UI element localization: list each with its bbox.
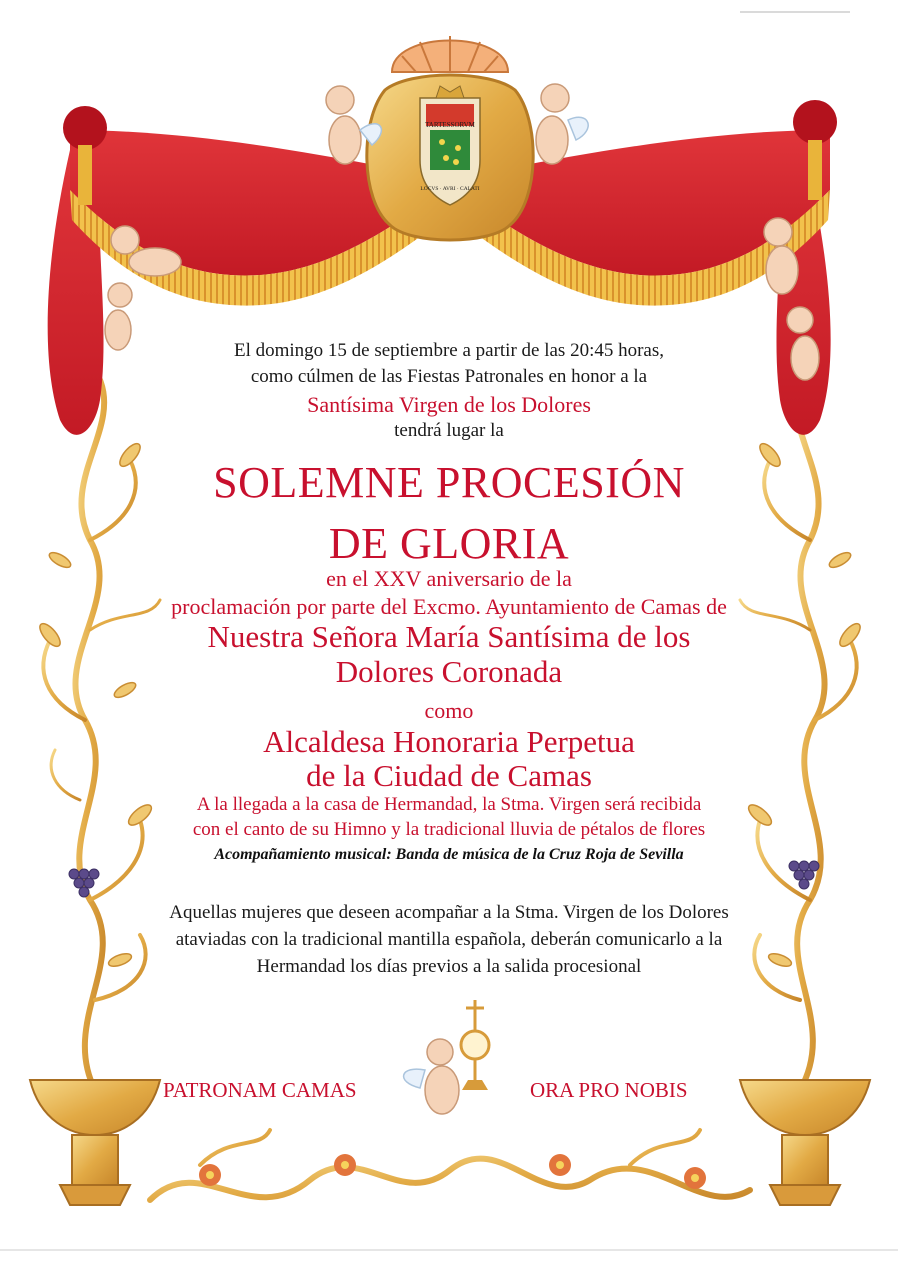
- arrival-line-2: con el canto de su Himno y la tradicional lluvia de pétalos de flores: [192, 819, 706, 840]
- footer-motto-left: PATRONAM CAMAS: [163, 1078, 357, 1102]
- mantilla-line-2: ataviadas con la tradicional mantilla española, deberán comunicarlo a la: [175, 929, 723, 950]
- urn-icon: [740, 1080, 870, 1205]
- announcement-line-4: tendrá lugar la: [394, 420, 504, 441]
- occasion-line-7: de la Ciudad de Camas: [306, 758, 592, 793]
- grape-cluster-icon: [69, 869, 99, 897]
- scallop-shell-icon: [392, 36, 508, 72]
- footer-motto-right: ORA PRO NOBIS: [530, 1078, 688, 1102]
- mantilla-line-3: Hermandad los días previos a la salida procesional: [256, 956, 642, 977]
- occasion-line-3: Nuestra Señora María Santísima de los: [207, 619, 691, 654]
- occasion-line-6: Alcaldesa Honoraria Perpetua: [263, 724, 635, 759]
- announcement-line-1: El domingo 15 de septiembre a partir de las 20:45 horas,: [233, 340, 665, 361]
- announcement-line-3: Santísima Virgen de los Dolores: [307, 392, 591, 417]
- occasion-line-4: Dolores Coronada: [335, 654, 563, 689]
- cherub-icon: [404, 1039, 459, 1114]
- bottom-vine-ornament: [150, 1130, 750, 1200]
- monstrance-icon: [461, 1000, 489, 1090]
- occasion-line-1: en el XXV aniversario de la: [326, 566, 572, 591]
- coat-of-arms-icon: [367, 36, 533, 240]
- cherub-icon: [536, 84, 588, 164]
- announcement-line-2: como cúlmen de las Fiestas Patronales en honor a la: [250, 366, 648, 387]
- occasion-line-5: como: [424, 698, 474, 723]
- occasion-line-2: proclamación por parte del Excmo. Ayuntamiento de Camas de: [171, 594, 727, 619]
- coat-of-arms-motto: LOCVS · AVRI · CALATI: [420, 186, 480, 192]
- headline-line-2: DE GLORIA: [328, 519, 570, 568]
- coat-of-arms-banner: TARTESSORVM: [425, 121, 475, 129]
- mantilla-line-1: Aquellas mujeres que deseen acompañar a la Stma. Virgen de los Dolores: [169, 902, 729, 923]
- arrival-line-1: A la llegada a la casa de Hermandad, la Stma. Virgen será recibida: [196, 794, 702, 815]
- urn-icon: [30, 1080, 160, 1205]
- music-credit: Acompañamiento musical: Banda de música de la Cruz Roja de Sevilla: [214, 846, 684, 863]
- headline-line-1: SOLEMNE PROCESIÓN: [213, 458, 685, 507]
